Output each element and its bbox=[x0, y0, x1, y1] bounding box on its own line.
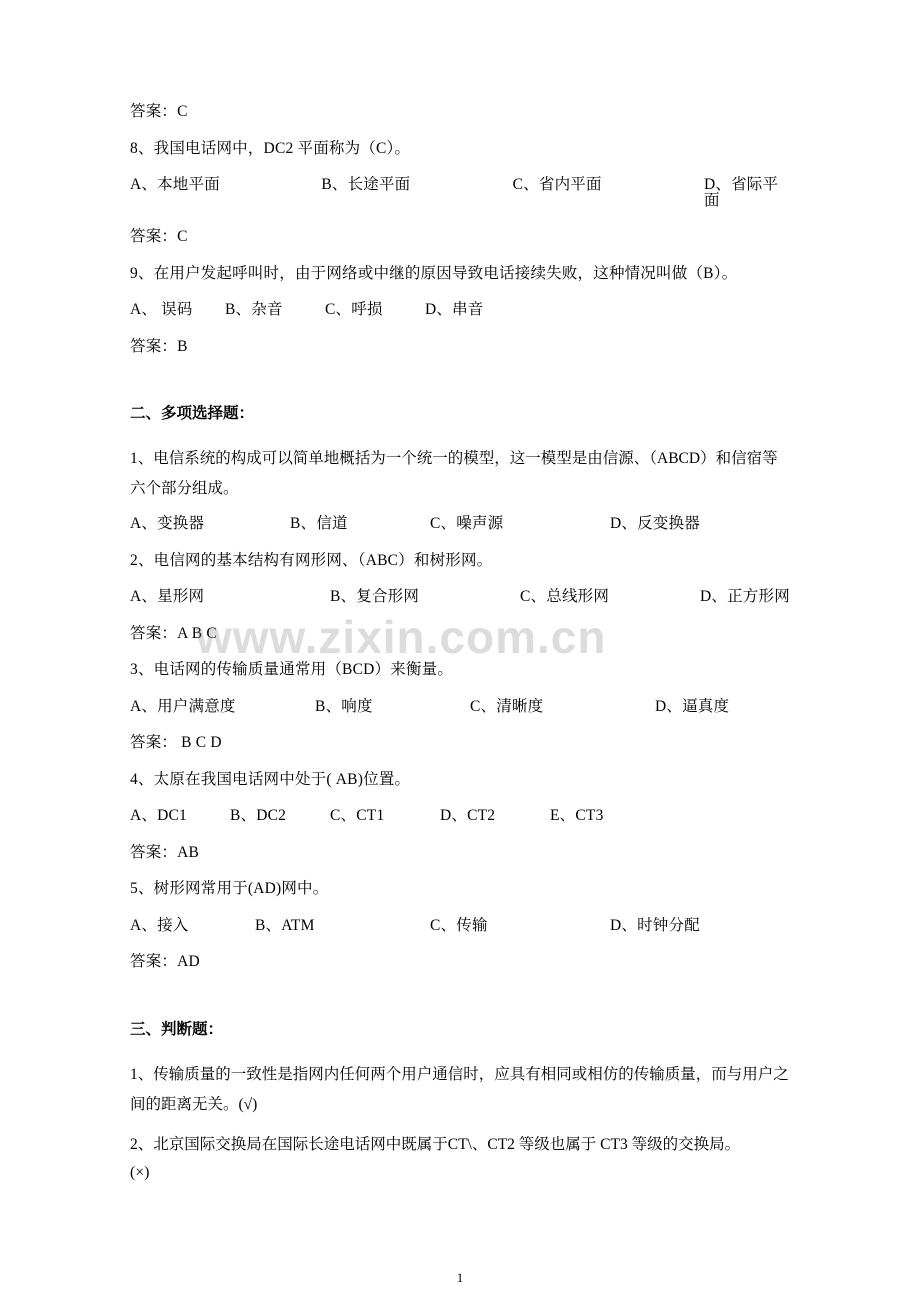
question-item: 1、电信系统的构成可以简单地概括为一个统一的模型，这一模型是由信源、（ABCD）和信宿等六个部分组成。 bbox=[130, 450, 778, 498]
option-e: E、CT3 bbox=[550, 807, 604, 825]
answer-line: 答案：C bbox=[130, 228, 188, 245]
section-heading-true-false: 三、判断题： bbox=[130, 1020, 224, 1038]
answer-line: 答案：AB bbox=[130, 843, 200, 861]
option-b: B、信道 bbox=[290, 515, 348, 533]
answer-line: (×) bbox=[130, 1163, 150, 1181]
option-a: A、用户满意度 bbox=[130, 697, 236, 715]
answer-line: 答案： B C D bbox=[130, 734, 222, 752]
option-b: B、响度 bbox=[315, 697, 373, 715]
option-row bbox=[112, 699, 790, 715]
option-b: B、ATM bbox=[255, 916, 315, 934]
option-d: D、反变换器 bbox=[610, 515, 700, 533]
option-c: C、省内平面 bbox=[512, 176, 602, 193]
option-b: B、DC2 bbox=[230, 807, 287, 825]
option-d: D、逼真度 bbox=[655, 697, 730, 715]
answer-line: 答案：C bbox=[130, 103, 188, 120]
question-item: 9、在用户发起呼叫时，由于网络或中继的原因导致电话接续失败，这种情况叫做（B）。 bbox=[130, 264, 738, 282]
option-c: C、呼损 bbox=[325, 301, 383, 318]
option-a: A、星形网 bbox=[130, 588, 205, 606]
option-row bbox=[112, 177, 790, 208]
question-item: 2、北京国际交换局在国际长途电话网中既属于CT\、CT2 等级也属于 CT3 等级的交换局。 bbox=[130, 1136, 741, 1154]
question-item: 3、电话网的传输质量通常用（BCD）来衡量。 bbox=[130, 661, 454, 679]
option-b: B、杂音 bbox=[225, 301, 283, 318]
option-row bbox=[112, 589, 790, 605]
question-item: 2、电信网的基本结构有网形网、（ABC）和树形网。 bbox=[130, 551, 493, 569]
option-d: D、CT2 bbox=[440, 807, 496, 825]
option-a: A、接入 bbox=[130, 916, 189, 934]
option-d: D、串音 bbox=[425, 301, 484, 318]
question-item: 1、传输质量的一致性是指网内任何两个用户通信时，应具有相同或相仿的传输质量，而与用户之间的距离无关。(√) bbox=[130, 1065, 789, 1114]
answer-line: 答案：AD bbox=[130, 953, 200, 971]
option-a: A、变换器 bbox=[130, 515, 205, 533]
page-number: 1 bbox=[456, 1270, 464, 1285]
option-row bbox=[112, 302, 790, 318]
section-heading-multiple-choice: 二、多项选择题： bbox=[130, 405, 255, 422]
option-c: C、总线形网 bbox=[520, 588, 610, 606]
option-c: C、传输 bbox=[430, 916, 488, 934]
option-d: D、正方形网 bbox=[700, 588, 790, 606]
question-item: 5、树形网常用于(AD)网中。 bbox=[130, 880, 329, 898]
option-a: A、本地平面 bbox=[130, 176, 220, 193]
section-gap bbox=[112, 991, 790, 1017]
option-c: C、清晰度 bbox=[470, 697, 544, 715]
option-b: B、长途平面 bbox=[321, 176, 411, 193]
answer-line: 答案：A B C bbox=[130, 624, 217, 642]
option-c: C、噪声源 bbox=[430, 515, 504, 533]
watermark-text: www.zixin.com.cn bbox=[196, 611, 607, 663]
answer-line: 答案：B bbox=[130, 337, 188, 355]
question-item: 8、我国电话网中，DC2 平面称为（C）。 bbox=[130, 139, 411, 157]
section-gap bbox=[112, 375, 790, 401]
option-row bbox=[112, 918, 790, 934]
option-b: B、复合形网 bbox=[330, 588, 420, 606]
option-a: A、DC1 bbox=[130, 807, 187, 825]
option-c: C、CT1 bbox=[330, 807, 385, 825]
option-d: D、省际平面 bbox=[703, 176, 779, 209]
option-row bbox=[112, 516, 790, 532]
option-row bbox=[112, 808, 790, 824]
question-item: 4、太原在我国电话网中处于( AB)位置。 bbox=[130, 770, 411, 788]
option-a: A、 误码 bbox=[130, 301, 193, 318]
option-d: D、时钟分配 bbox=[610, 916, 700, 934]
